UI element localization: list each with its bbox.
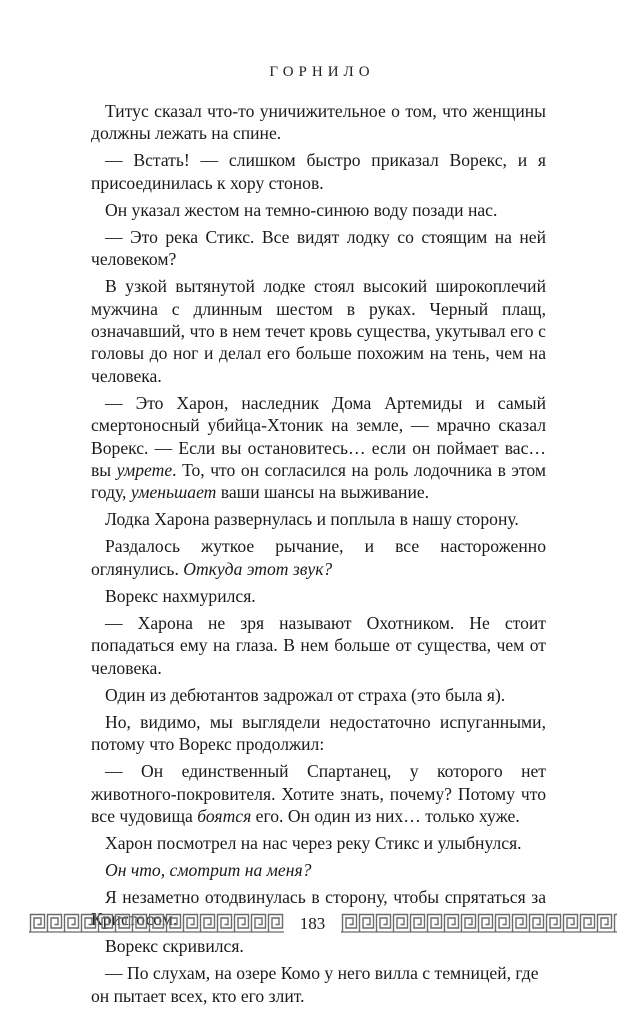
running-head: ГОРНИЛО <box>269 64 375 80</box>
paragraph <box>91 832 546 854</box>
paragraph <box>91 100 546 145</box>
paragraph <box>91 149 546 194</box>
text-run: его. Он один из них… только хуже. <box>251 805 520 826</box>
paragraph <box>91 508 546 530</box>
greek-key-ornament-right <box>341 913 617 933</box>
text-run: Раздалось жуткое рычание, и все настороженно оглянулись. <box>91 536 546 579</box>
text-run: Титус сказал что-то уничижительное о том, что женщины должны лежать на спине. <box>91 101 546 144</box>
text-run: Лодка Харона развернулась и поплыла в нашу сторону. <box>105 509 519 530</box>
text-run: — Харона не зря называют Охотником. Не стоит попадаться ему на глаза. В нем больше от существа, чем от человека. <box>91 612 546 678</box>
text-run: — Это Харон, наследник Дома Артемиды и самый смертоносный убийца-Хтоник на земле, — мрачно сказал Ворекс. — Если вы остановитесь… если он поймает вас… вы <box>91 392 546 481</box>
greek-key-ornament-left <box>29 913 284 933</box>
text-run: — Встать! — слишком быстро приказал Ворекс, и я присоединилась к хору стонов. <box>91 150 546 193</box>
paragraph <box>91 199 546 221</box>
paragraph <box>91 935 546 957</box>
text-run: — Он единственный Спартанец, у которого нет животного-покровителя. Хотите знать, почему? Потому что все чудовища <box>91 761 546 826</box>
italic-run: умрете <box>116 460 173 481</box>
text-run: Я незаметно отодвинулась в сторону, чтобы спрятаться за <box>105 886 546 907</box>
page-footer <box>0 911 644 937</box>
italic-run: уменьшает <box>130 482 217 503</box>
paragraph <box>91 275 546 387</box>
paragraph <box>91 585 546 607</box>
text-run: Ворекс нахмурился. <box>105 585 256 606</box>
body-text <box>91 100 546 1012</box>
paragraph <box>91 962 546 1007</box>
italic-run: Он что, смотрит на меня? <box>105 859 312 880</box>
text-run: Он указал жестом на темно-синюю воду позади нас. <box>105 199 498 220</box>
paragraph <box>91 535 546 580</box>
text-run: Но, видимо, мы выглядели недостаточно испуганными, потому что Ворекс продолжил: <box>91 711 546 755</box>
text-run: В узкой вытянутой лодке стоял высокий широкоплечий мужчина с длинным шестом в руках. Черный плащ, означавший, что в нем течет кровь существа, укутывал его с головы до ног и делал его больше похожим на тень, чем на человека. <box>91 276 546 386</box>
page-number: 183 <box>299 914 326 933</box>
text-run: . То, что он согласился на роль лодочника в этом году, <box>91 460 546 503</box>
text-run: ваши шансы на выживание. <box>216 482 430 503</box>
text-run: Ворекс скривился. <box>105 936 244 957</box>
paragraph <box>91 684 546 706</box>
paragraph <box>91 392 546 504</box>
paragraph <box>91 711 546 756</box>
text-run: Один из дебютантов задрожал от страха (это была я). <box>105 684 506 705</box>
text-run: — Это река Стикс. Все видят лодку со стоящим на ней человеком? <box>91 226 546 270</box>
italic-run: боятся <box>197 805 252 826</box>
paragraph <box>91 226 546 271</box>
paragraph <box>91 760 546 827</box>
text-run: — По слухам, на озере Комо у него вилла с темницей, где он пытает всех, кто его злит. <box>91 963 539 1006</box>
paragraph <box>91 859 546 881</box>
text-run: Харон посмотрел на нас через реку Стикс и улыбнулся. <box>105 832 522 853</box>
paragraph <box>91 612 546 679</box>
italic-run: Откуда этот звук? <box>183 558 333 579</box>
